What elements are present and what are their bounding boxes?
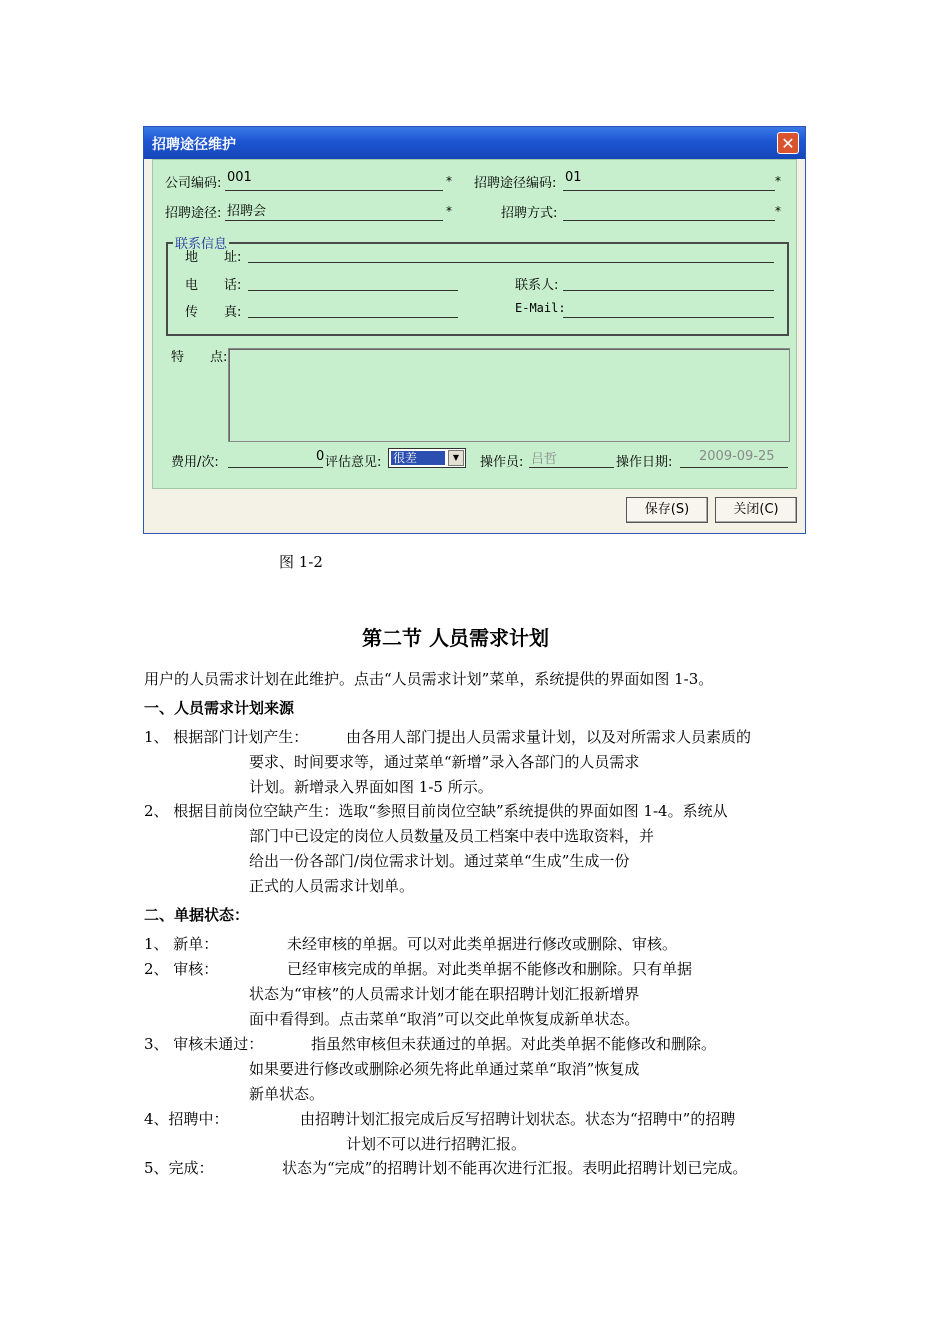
channel-code-underline (563, 190, 775, 191)
channel-code-label: 招聘途径编码: (474, 176, 557, 191)
close-button[interactable]: 关闭(C) (715, 497, 797, 523)
status3-text-1: 指虽然审核但未获通过的单据。对此类单据不能修改和删除。 (311, 1035, 717, 1053)
email-field[interactable] (563, 317, 774, 318)
operator-label: 操作员: (480, 455, 524, 470)
status3-lead: 3、 审核未通过： (144, 1035, 264, 1053)
dialog-title: 招聘途径维护 (152, 137, 236, 153)
cost-label: 费用/次: (171, 455, 219, 470)
method-field[interactable] (563, 220, 775, 221)
required-mark: * (775, 204, 781, 218)
operator-underline (529, 467, 614, 468)
required-mark: * (446, 174, 452, 188)
features-label: 特 点: (171, 350, 228, 365)
features-textarea[interactable] (228, 348, 790, 442)
status3-text-2: 如果要进行修改或删除必须先将此单通过菜单“取消”恢复成 (249, 1060, 640, 1078)
item2-text-1: 2、 根据目前岗位空缺产生：选取“参照目前岗位空缺”系统提供的界面如图 1-4。系统从 (144, 802, 728, 820)
contact-person-field[interactable] (563, 290, 774, 291)
item1-text-2: 要求、时间要求等，通过菜单“新增”录入各部门的人员需求 (249, 753, 640, 771)
required-mark: * (775, 174, 781, 188)
contact-person-label: 联系人: (515, 278, 559, 293)
email-label: E-Mail: (515, 301, 566, 315)
evaluation-label: 评估意见: (325, 455, 382, 470)
op-date-underline (680, 467, 788, 468)
fax-field[interactable] (248, 317, 458, 318)
item2-text-3: 给出一份各部门/岗位需求计划。通过菜单“生成”生成一份 (249, 852, 630, 870)
figure-caption: 图 1-2 (279, 553, 323, 571)
status4-text-2: 计划不可以进行招聘汇报。 (346, 1135, 527, 1153)
dialog-form (152, 159, 797, 489)
status1-lead: 1、 新单： (144, 935, 219, 953)
cost-underline (228, 467, 323, 468)
status4-text-1: 由招聘计划汇报完成后反写招聘计划状态。状态为“招聘中”的招聘 (300, 1110, 736, 1128)
dialog-title-bar (144, 127, 805, 159)
channel-code-field[interactable]: 01 (565, 170, 582, 185)
close-icon[interactable]: ✕ (777, 132, 799, 154)
fax-label: 传 真: (185, 305, 242, 320)
channel-field[interactable]: 招聘会 (227, 204, 267, 219)
company-code-label: 公司编码: (165, 176, 222, 191)
item2-text-2: 部门中已设定的岗位人员数量及员工档案中表中选取资料，并 (249, 827, 655, 845)
cost-field[interactable]: 0 (316, 449, 325, 464)
method-label: 招聘方式: (501, 206, 558, 221)
status2-lead: 2、 审核： (144, 960, 219, 978)
address-field[interactable] (248, 262, 774, 263)
status5-lead: 5、完成： (144, 1159, 214, 1177)
company-code-field[interactable]: 001 (227, 170, 252, 185)
chevron-down-icon[interactable]: ▼ (448, 450, 464, 466)
phone-label: 电 话: (185, 278, 242, 293)
save-button[interactable]: 保存(S) (626, 497, 708, 523)
status4-lead: 4、招聘中： (144, 1110, 229, 1128)
channel-underline (225, 220, 443, 221)
part1-heading: 一、人员需求计划来源 (144, 699, 295, 717)
contact-info-title: 联系信息 (173, 233, 229, 252)
item2-text-4: 正式的人员需求计划单。 (249, 877, 415, 895)
required-mark: * (446, 204, 452, 218)
status3-text-3: 新单状态。 (249, 1085, 325, 1103)
contact-info-group (166, 242, 789, 336)
operator-field: 吕哲 (531, 452, 558, 467)
status2-text-1: 已经审核完成的单据。对此类单据不能修改和删除。只有单据 (287, 960, 693, 978)
status5-text: 状态为“完成”的招聘计划不能再次进行汇报。表明此招聘计划已完成。 (282, 1159, 748, 1177)
company-code-underline (225, 190, 443, 191)
evaluation-selected: 很差 (391, 451, 445, 465)
op-date-label: 操作日期: (616, 455, 673, 470)
evaluation-select[interactable] (388, 448, 466, 468)
intro-paragraph: 用户的人员需求计划在此维护。点击“人员需求计划”菜单，系统提供的界面如图 1-3。 (144, 670, 714, 688)
item1-text-3: 计划。新增录入界面如图 1-5 所示。 (249, 778, 493, 796)
phone-field[interactable] (248, 290, 458, 291)
status2-text-2: 状态为“审核”的人员需求计划才能在职招聘计划汇报新增界 (249, 985, 640, 1003)
recruitment-channel-dialog (143, 126, 806, 534)
part2-heading: 二、单据状态： (144, 906, 250, 924)
section-title: 第二节 人员需求计划 (362, 626, 549, 650)
op-date-field: 2009-09-25 (699, 449, 775, 464)
status1-text: 未经审核的单据。可以对此类单据进行修改或删除、审核。 (287, 935, 678, 953)
status2-text-3: 面中看得到。点击菜单“取消”可以交此单恢复成新单状态。 (249, 1010, 640, 1028)
channel-label: 招聘途径: (165, 206, 222, 221)
address-label: 地 址: (185, 250, 242, 265)
item1-lead: 1、 根据部门计划产生： (144, 728, 309, 746)
item1-text-1: 由各用人部门提出人员需求量计划，以及对所需求人员素质的 (346, 728, 752, 746)
